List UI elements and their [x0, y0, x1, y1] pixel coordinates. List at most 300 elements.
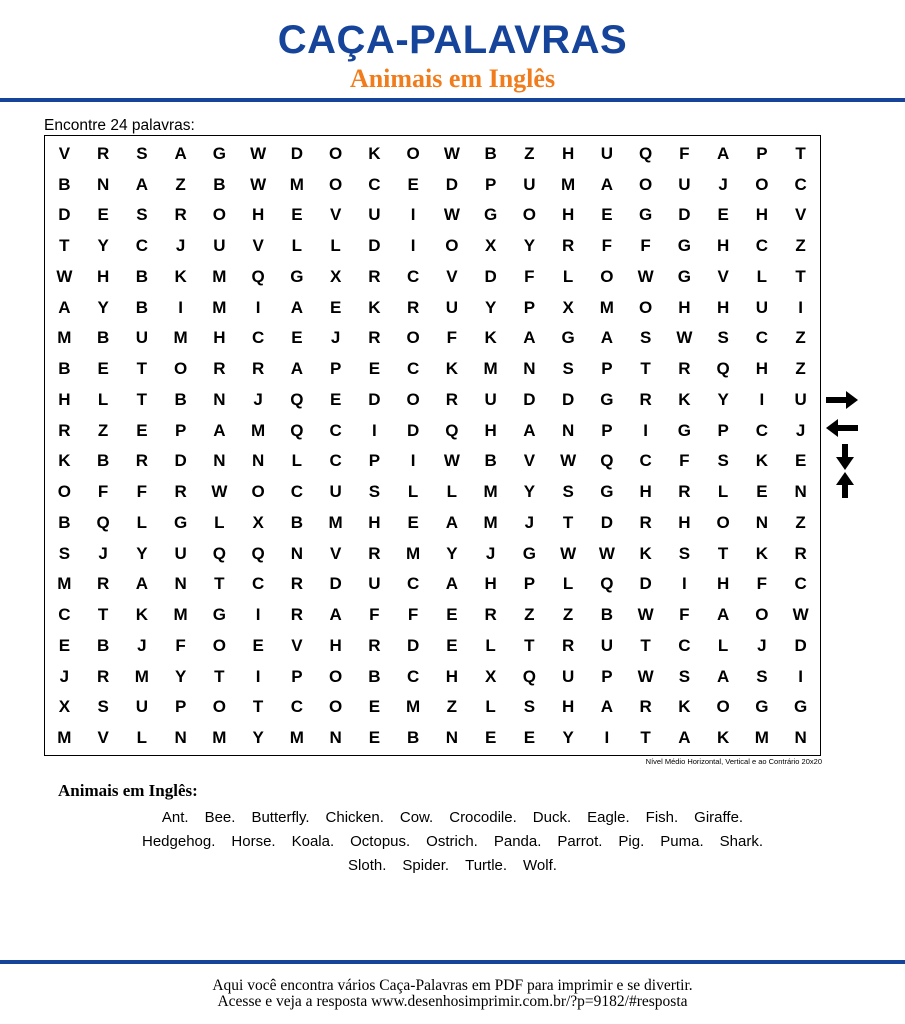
grid-cell[interactable]: J: [757, 635, 767, 655]
grid-cell[interactable]: R: [96, 666, 110, 686]
grid-cell[interactable]: F: [679, 605, 690, 625]
grid-cell[interactable]: D: [639, 574, 652, 594]
grid-cell[interactable]: E: [717, 205, 729, 225]
grid-cell[interactable]: L: [562, 266, 574, 286]
grid-cell[interactable]: A: [716, 666, 730, 686]
grid-cell[interactable]: M: [57, 328, 72, 348]
grid-cell[interactable]: Q: [290, 389, 304, 409]
grid-cell[interactable]: B: [290, 512, 304, 532]
grid-cell[interactable]: E: [407, 512, 419, 532]
grid-cell[interactable]: E: [329, 297, 342, 317]
grid-cell[interactable]: T: [252, 697, 264, 717]
grid-cell[interactable]: R: [368, 328, 381, 348]
grid-cell[interactable]: E: [368, 359, 381, 379]
grid-cell[interactable]: A: [600, 697, 614, 717]
grid-cell[interactable]: W: [250, 174, 267, 194]
grid-cell[interactable]: U: [523, 174, 536, 194]
grid-cell[interactable]: F: [756, 574, 768, 594]
grid-cell[interactable]: N: [213, 389, 226, 409]
grid-cell[interactable]: P: [523, 297, 536, 317]
grid-cell[interactable]: G: [794, 697, 808, 717]
grid-cell[interactable]: O: [406, 389, 420, 409]
grid-cell[interactable]: K: [135, 605, 149, 625]
grid-cell[interactable]: I: [410, 205, 416, 225]
grid-cell[interactable]: W: [443, 143, 460, 163]
grid-cell[interactable]: D: [445, 174, 459, 194]
grid-cell[interactable]: M: [561, 174, 576, 194]
grid-cell[interactable]: O: [212, 205, 226, 225]
grid-cell[interactable]: B: [174, 389, 187, 409]
grid-cell[interactable]: T: [795, 143, 806, 163]
grid-cell[interactable]: C: [290, 697, 304, 717]
grid-cell[interactable]: O: [329, 174, 343, 194]
grid-cell[interactable]: D: [174, 451, 187, 471]
grid-cell[interactable]: N: [251, 451, 265, 471]
grid-cell[interactable]: Z: [795, 512, 806, 532]
grid-cell[interactable]: J: [718, 174, 728, 194]
grid-cell[interactable]: R: [213, 359, 226, 379]
grid-cell[interactable]: O: [755, 605, 769, 625]
grid-cell[interactable]: B: [58, 174, 71, 194]
grid-cell[interactable]: F: [369, 605, 380, 625]
grid-cell[interactable]: O: [57, 482, 71, 502]
grid-cell[interactable]: U: [678, 174, 691, 194]
grid-cell[interactable]: P: [484, 174, 497, 194]
grid-cell[interactable]: H: [755, 205, 769, 225]
grid-cell[interactable]: D: [406, 420, 420, 440]
grid-cell[interactable]: M: [328, 512, 343, 532]
grid-cell[interactable]: T: [136, 389, 148, 409]
grid-cell[interactable]: U: [329, 482, 342, 502]
grid-cell[interactable]: G: [561, 328, 575, 348]
grid-cell[interactable]: S: [368, 482, 381, 502]
grid-cell[interactable]: R: [639, 697, 652, 717]
grid-cell[interactable]: M: [212, 266, 227, 286]
grid-cell[interactable]: C: [58, 605, 71, 625]
grid-cell[interactable]: I: [178, 297, 183, 317]
grid-cell[interactable]: T: [640, 635, 651, 655]
grid-cell[interactable]: F: [679, 143, 690, 163]
grid-cell[interactable]: Q: [290, 420, 304, 440]
grid-cell[interactable]: M: [483, 512, 498, 532]
grid-cell[interactable]: D: [406, 635, 420, 655]
grid-cell[interactable]: I: [798, 297, 803, 317]
grid-cell[interactable]: I: [255, 297, 261, 317]
grid-cell[interactable]: U: [174, 543, 187, 563]
grid-cell[interactable]: M: [483, 359, 498, 379]
grid-cell[interactable]: E: [446, 635, 458, 655]
grid-cell[interactable]: Z: [795, 359, 806, 379]
grid-cell[interactable]: R: [678, 482, 691, 502]
grid-cell[interactable]: V: [291, 635, 303, 655]
grid-cell[interactable]: A: [716, 605, 730, 625]
grid-cell[interactable]: A: [716, 143, 730, 163]
grid-cell[interactable]: E: [252, 635, 264, 655]
grid-cell[interactable]: B: [213, 174, 226, 194]
grid-cell[interactable]: O: [212, 697, 226, 717]
grid-cell[interactable]: E: [329, 389, 342, 409]
grid-cell[interactable]: U: [135, 697, 149, 717]
grid-cell[interactable]: R: [290, 605, 304, 625]
grid-cell[interactable]: L: [407, 482, 419, 502]
grid-cell[interactable]: Q: [251, 266, 265, 286]
grid-cell[interactable]: P: [601, 359, 613, 379]
grid-cell[interactable]: H: [251, 205, 265, 225]
grid-cell[interactable]: O: [406, 143, 420, 163]
grid-cell[interactable]: C: [406, 359, 420, 379]
grid-cell[interactable]: N: [561, 420, 575, 440]
grid-cell[interactable]: O: [639, 174, 653, 194]
grid-cell[interactable]: R: [96, 143, 110, 163]
grid-cell[interactable]: A: [213, 420, 226, 440]
grid-cell[interactable]: E: [291, 328, 303, 348]
grid-cell[interactable]: A: [600, 328, 614, 348]
grid-cell[interactable]: B: [368, 666, 381, 686]
grid-cell[interactable]: B: [96, 328, 110, 348]
grid-cell[interactable]: G: [212, 143, 226, 163]
grid-cell[interactable]: H: [58, 389, 71, 409]
grid-cell[interactable]: P: [601, 420, 613, 440]
grid-cell[interactable]: L: [136, 728, 148, 748]
grid-cell[interactable]: U: [368, 574, 381, 594]
grid-cell[interactable]: S: [678, 543, 691, 563]
grid-cell[interactable]: E: [446, 605, 458, 625]
grid-cell[interactable]: W: [598, 543, 615, 563]
grid-cell[interactable]: D: [678, 205, 691, 225]
grid-cell[interactable]: O: [329, 143, 343, 163]
grid-cell[interactable]: H: [484, 420, 497, 440]
grid-cell[interactable]: Q: [639, 143, 653, 163]
grid-cell[interactable]: X: [484, 236, 497, 256]
grid-cell[interactable]: N: [794, 728, 807, 748]
grid-cell[interactable]: M: [599, 297, 614, 317]
grid-cell[interactable]: V: [717, 266, 729, 286]
grid-cell[interactable]: K: [716, 728, 730, 748]
grid-cell[interactable]: I: [410, 236, 416, 256]
grid-cell[interactable]: Y: [717, 389, 729, 409]
grid-cell[interactable]: M: [289, 174, 304, 194]
grid-cell[interactable]: D: [523, 389, 536, 409]
grid-cell[interactable]: G: [484, 205, 498, 225]
grid-cell[interactable]: D: [484, 266, 497, 286]
grid-cell[interactable]: W: [792, 605, 809, 625]
grid-cell[interactable]: Y: [252, 728, 264, 748]
grid-cell[interactable]: H: [678, 512, 691, 532]
grid-cell[interactable]: M: [57, 728, 72, 748]
grid-cell[interactable]: A: [523, 328, 536, 348]
grid-cell[interactable]: O: [212, 635, 226, 655]
grid-cell[interactable]: P: [601, 666, 613, 686]
grid-cell[interactable]: K: [368, 297, 381, 317]
grid-cell[interactable]: I: [682, 574, 687, 594]
grid-cell[interactable]: K: [484, 328, 497, 348]
grid-cell[interactable]: F: [601, 236, 613, 256]
grid-cell[interactable]: N: [213, 451, 226, 471]
grid-cell[interactable]: Y: [484, 297, 497, 317]
grid-cell[interactable]: C: [755, 236, 769, 256]
grid-cell[interactable]: T: [59, 236, 70, 256]
grid-cell[interactable]: U: [561, 666, 575, 686]
grid-cell[interactable]: L: [291, 451, 303, 471]
grid-cell[interactable]: P: [368, 451, 381, 471]
grid-cell[interactable]: Z: [175, 174, 186, 194]
grid-cell[interactable]: L: [214, 512, 225, 532]
grid-cell[interactable]: E: [291, 205, 303, 225]
grid-cell[interactable]: V: [58, 143, 71, 163]
grid-cell[interactable]: E: [484, 728, 497, 748]
grid-cell[interactable]: A: [600, 174, 614, 194]
grid-cell[interactable]: P: [329, 359, 342, 379]
grid-cell[interactable]: I: [759, 389, 765, 409]
grid-cell[interactable]: N: [174, 574, 187, 594]
grid-cell[interactable]: R: [561, 635, 575, 655]
grid-cell[interactable]: G: [755, 697, 769, 717]
grid-cell[interactable]: T: [795, 266, 806, 286]
grid-cell[interactable]: H: [678, 297, 691, 317]
grid-cell[interactable]: O: [445, 236, 459, 256]
grid-cell[interactable]: D: [794, 635, 807, 655]
grid-cell[interactable]: V: [794, 205, 807, 225]
grid-cell[interactable]: S: [562, 482, 574, 502]
grid-cell[interactable]: M: [212, 728, 227, 748]
grid-cell[interactable]: E: [407, 174, 419, 194]
grid-cell[interactable]: E: [756, 482, 768, 502]
grid-cell[interactable]: B: [58, 512, 71, 532]
grid-cell[interactable]: F: [97, 482, 109, 502]
grid-cell[interactable]: W: [637, 605, 654, 625]
grid-cell[interactable]: W: [560, 543, 577, 563]
grid-cell[interactable]: S: [756, 666, 768, 686]
grid-cell[interactable]: Z: [795, 236, 806, 256]
grid-cell[interactable]: A: [290, 297, 304, 317]
grid-cell[interactable]: H: [716, 297, 730, 317]
grid-cell[interactable]: J: [795, 420, 806, 440]
grid-cell[interactable]: N: [290, 543, 304, 563]
grid-cell[interactable]: S: [136, 205, 148, 225]
grid-cell[interactable]: H: [213, 328, 226, 348]
grid-cell[interactable]: D: [368, 389, 381, 409]
grid-cell[interactable]: R: [484, 605, 497, 625]
grid-cell[interactable]: T: [214, 574, 225, 594]
grid-cell[interactable]: N: [174, 728, 187, 748]
grid-cell[interactable]: A: [678, 728, 691, 748]
grid-cell[interactable]: R: [174, 205, 187, 225]
grid-cell[interactable]: E: [136, 420, 148, 440]
grid-cell[interactable]: R: [794, 543, 807, 563]
grid-cell[interactable]: C: [329, 451, 342, 471]
grid-cell[interactable]: U: [794, 389, 807, 409]
grid-cell[interactable]: Y: [523, 482, 536, 502]
grid-cell[interactable]: M: [754, 728, 769, 748]
grid-cell[interactable]: O: [716, 512, 730, 532]
grid-cell[interactable]: K: [368, 143, 381, 163]
grid-cell[interactable]: Z: [795, 328, 806, 348]
grid-cell[interactable]: S: [97, 697, 109, 717]
grid-cell[interactable]: R: [639, 389, 652, 409]
grid-cell[interactable]: E: [601, 205, 613, 225]
grid-cell[interactable]: B: [135, 297, 149, 317]
grid-cell[interactable]: E: [97, 359, 109, 379]
grid-cell[interactable]: S: [562, 359, 574, 379]
grid-cell[interactable]: E: [523, 728, 536, 748]
grid-cell[interactable]: O: [406, 328, 420, 348]
grid-cell[interactable]: W: [443, 205, 460, 225]
grid-cell[interactable]: R: [445, 389, 459, 409]
grid-cell[interactable]: L: [485, 697, 496, 717]
grid-cell[interactable]: Y: [523, 236, 536, 256]
grid-cell[interactable]: L: [136, 512, 148, 532]
grid-cell[interactable]: B: [96, 635, 110, 655]
grid-cell[interactable]: H: [755, 359, 769, 379]
grid-cell[interactable]: J: [330, 328, 341, 348]
grid-cell[interactable]: S: [717, 328, 729, 348]
grid-cell[interactable]: F: [679, 451, 690, 471]
grid-cell[interactable]: M: [173, 605, 188, 625]
grid-cell[interactable]: N: [445, 728, 459, 748]
grid-cell[interactable]: H: [561, 143, 575, 163]
grid-cell[interactable]: C: [290, 482, 304, 502]
grid-cell[interactable]: O: [251, 482, 265, 502]
grid-cell[interactable]: X: [252, 512, 264, 532]
grid-cell[interactable]: S: [678, 666, 691, 686]
grid-cell[interactable]: F: [175, 635, 186, 655]
grid-cell[interactable]: R: [368, 543, 381, 563]
grid-cell[interactable]: Q: [212, 543, 226, 563]
grid-cell[interactable]: U: [135, 328, 149, 348]
grid-cell[interactable]: D: [329, 574, 342, 594]
grid-cell[interactable]: A: [135, 174, 149, 194]
grid-cell[interactable]: W: [676, 328, 693, 348]
grid-cell[interactable]: X: [58, 697, 71, 717]
grid-cell[interactable]: A: [174, 143, 187, 163]
grid-cell[interactable]: C: [794, 174, 807, 194]
grid-cell[interactable]: O: [755, 174, 769, 194]
grid-cell[interactable]: F: [446, 328, 458, 348]
grid-cell[interactable]: Q: [96, 512, 110, 532]
grid-cell[interactable]: M: [289, 728, 304, 748]
grid-cell[interactable]: J: [524, 512, 535, 532]
grid-cell[interactable]: J: [137, 635, 147, 655]
grid-cell[interactable]: V: [252, 236, 264, 256]
grid-cell[interactable]: H: [561, 205, 575, 225]
grid-cell[interactable]: R: [368, 266, 381, 286]
grid-cell[interactable]: Y: [97, 236, 109, 256]
grid-cell[interactable]: N: [329, 728, 342, 748]
grid-cell[interactable]: C: [329, 420, 342, 440]
grid-cell[interactable]: S: [58, 543, 71, 563]
grid-cell[interactable]: C: [639, 451, 652, 471]
grid-cell[interactable]: V: [329, 543, 342, 563]
grid-cell[interactable]: R: [290, 574, 304, 594]
grid-cell[interactable]: P: [523, 574, 536, 594]
grid-cell[interactable]: E: [794, 451, 807, 471]
grid-cell[interactable]: C: [368, 174, 381, 194]
grid-cell[interactable]: H: [329, 635, 342, 655]
grid-cell[interactable]: W: [250, 143, 267, 163]
grid-cell[interactable]: W: [443, 451, 460, 471]
grid-cell[interactable]: K: [58, 451, 71, 471]
grid-cell[interactable]: A: [329, 605, 342, 625]
grid-cell[interactable]: Q: [600, 574, 614, 594]
grid-cell[interactable]: D: [561, 389, 575, 409]
grid-cell[interactable]: Q: [600, 451, 614, 471]
grid-cell[interactable]: S: [523, 697, 536, 717]
grid-cell[interactable]: I: [798, 666, 803, 686]
grid-cell[interactable]: C: [794, 574, 807, 594]
grid-cell[interactable]: P: [717, 420, 729, 440]
grid-cell[interactable]: M: [134, 666, 149, 686]
grid-cell[interactable]: Z: [524, 605, 535, 625]
grid-cell[interactable]: T: [717, 543, 729, 563]
grid-cell[interactable]: C: [406, 574, 420, 594]
grid-cell[interactable]: A: [445, 574, 459, 594]
grid-cell[interactable]: C: [251, 574, 265, 594]
grid-cell[interactable]: G: [290, 266, 304, 286]
grid-cell[interactable]: K: [445, 359, 459, 379]
grid-cell[interactable]: V: [523, 451, 536, 471]
grid-cell[interactable]: J: [59, 666, 70, 686]
grid-cell[interactable]: N: [755, 512, 769, 532]
grid-cell[interactable]: V: [329, 205, 342, 225]
grid-cell[interactable]: A: [290, 359, 304, 379]
grid-cell[interactable]: J: [98, 543, 108, 563]
grid-cell[interactable]: Q: [251, 543, 265, 563]
grid-cell[interactable]: G: [639, 205, 653, 225]
grid-cell[interactable]: B: [58, 359, 71, 379]
grid-cell[interactable]: M: [251, 420, 266, 440]
grid-cell[interactable]: X: [329, 266, 342, 286]
grid-cell[interactable]: G: [174, 512, 188, 532]
grid-cell[interactable]: M: [173, 328, 188, 348]
grid-cell[interactable]: H: [639, 482, 652, 502]
grid-cell[interactable]: I: [255, 666, 261, 686]
grid-cell[interactable]: Q: [716, 359, 730, 379]
grid-cell[interactable]: Q: [522, 666, 536, 686]
grid-cell[interactable]: P: [756, 143, 768, 163]
grid-cell[interactable]: Y: [446, 543, 458, 563]
grid-cell[interactable]: I: [410, 451, 416, 471]
grid-cell[interactable]: O: [174, 359, 188, 379]
grid-cell[interactable]: F: [407, 605, 419, 625]
grid-cell[interactable]: D: [290, 143, 304, 163]
grid-cell[interactable]: L: [330, 236, 341, 256]
grid-cell[interactable]: U: [600, 635, 614, 655]
grid-cell[interactable]: K: [755, 543, 769, 563]
grid-cell[interactable]: C: [678, 635, 691, 655]
grid-cell[interactable]: I: [255, 605, 261, 625]
grid-cell[interactable]: E: [97, 205, 109, 225]
grid-cell[interactable]: G: [600, 389, 614, 409]
grid-cell[interactable]: C: [755, 420, 769, 440]
grid-cell[interactable]: X: [484, 666, 497, 686]
grid-cell[interactable]: K: [639, 543, 652, 563]
grid-cell[interactable]: T: [640, 728, 651, 748]
grid-cell[interactable]: H: [368, 512, 381, 532]
grid-cell[interactable]: W: [56, 266, 73, 286]
grid-cell[interactable]: T: [214, 666, 225, 686]
grid-cell[interactable]: W: [637, 666, 654, 686]
grid-cell[interactable]: F: [524, 266, 535, 286]
grid-cell[interactable]: J: [175, 236, 186, 256]
grid-cell[interactable]: R: [96, 574, 110, 594]
grid-cell[interactable]: S: [136, 143, 148, 163]
grid-cell[interactable]: S: [717, 451, 729, 471]
grid-cell[interactable]: U: [755, 297, 769, 317]
grid-cell[interactable]: E: [368, 728, 381, 748]
grid-cell[interactable]: H: [561, 697, 575, 717]
grid-cell[interactable]: R: [678, 359, 691, 379]
grid-cell[interactable]: O: [716, 697, 730, 717]
